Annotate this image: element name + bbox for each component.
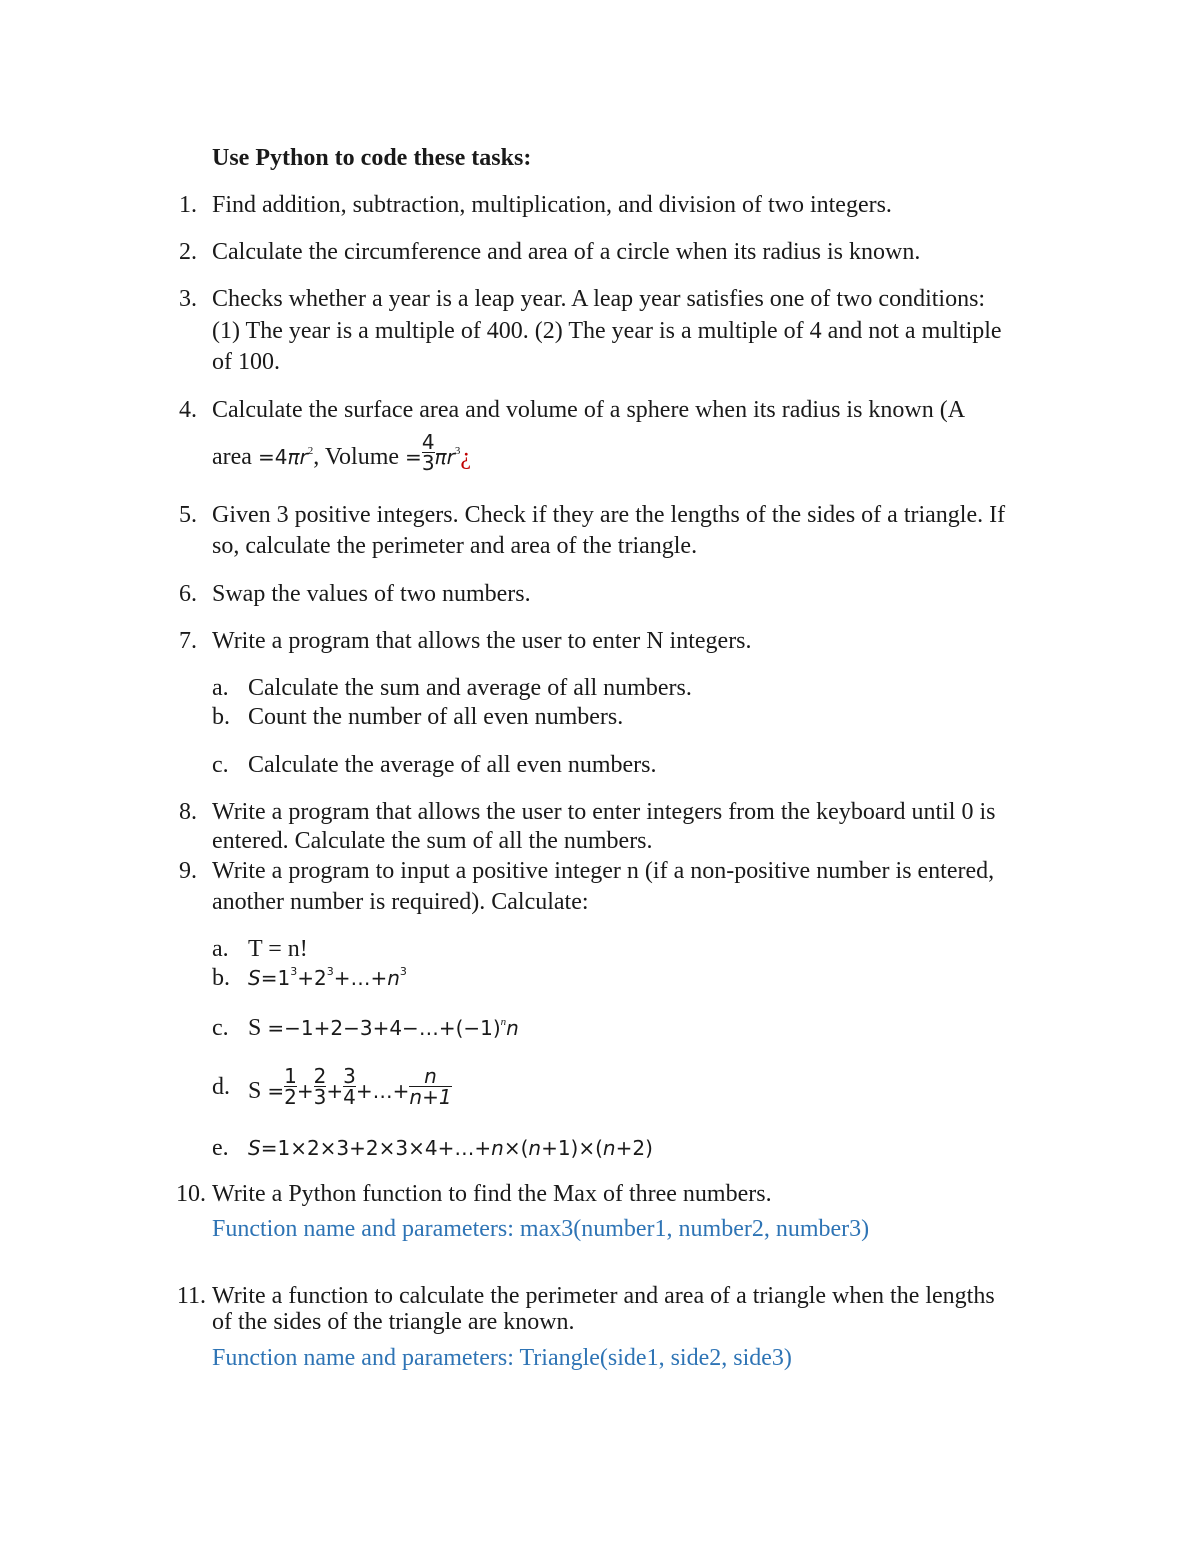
unknown-glyph: ¿ — [460, 444, 471, 471]
equals-sign: = — [405, 445, 422, 470]
term-two: 2 — [313, 966, 327, 990]
task-number: 4. — [179, 397, 197, 423]
equals-sign: = — [260, 966, 278, 990]
fraction-sum-formula — [248, 1064, 452, 1113]
task-text: (1) The year is a multiple of 400. (2) The year is a multiple of 4 and not a multiple — [212, 318, 1002, 344]
alternating-expression: −1+2−3+4−…+ — [284, 1016, 456, 1040]
s-variable: S — [248, 966, 261, 990]
task-text: so, calculate the perimeter and area of the triangle. — [212, 533, 698, 559]
product-expression: 1×2×3+2×3×4+…+ — [277, 1136, 492, 1160]
sum-of-cubes-formula — [248, 963, 407, 997]
equals-sign: = — [260, 1136, 278, 1160]
function-signature-max3: Function name and parameters: max3(number1, number2, number3) — [212, 1216, 870, 1242]
sign-term: (−1) — [455, 1016, 501, 1040]
task-text: another number is required). Calculate: — [212, 889, 589, 915]
comma: , — [313, 444, 320, 471]
fraction-numerator: 2 — [313, 1064, 327, 1088]
plus-sign: + — [296, 1079, 314, 1104]
task-text: Find addition, subtraction, multiplication, and division of two integers. — [212, 192, 892, 218]
fraction-denominator: 4 — [343, 1085, 356, 1109]
plus-sign: + — [370, 966, 388, 990]
cube-exponent: 3 — [399, 965, 407, 978]
cube-exponent: 3 — [454, 445, 461, 458]
subtask-text: Count the number of all even numbers. — [248, 704, 624, 730]
s-variable: S — [248, 1015, 262, 1041]
pi-symbol: π — [434, 445, 447, 470]
task-text: Write a program that allows the user to enter integers from the keyboard until 0 is — [212, 799, 996, 825]
task-text: Swap the values of two numbers. — [212, 581, 531, 607]
ellipsis: … — [350, 966, 371, 990]
area-constant: 4 — [274, 445, 288, 470]
volume-label: Volume — [324, 444, 400, 471]
fraction-n-over-n-plus-one — [409, 1066, 451, 1107]
fraction-two-thirds — [314, 1066, 327, 1107]
factorial-expression: n! — [287, 936, 308, 962]
plus-sign: + — [355, 1079, 373, 1104]
subtask-label: d. — [212, 1074, 230, 1100]
n-variable: n — [387, 966, 400, 990]
subtask-label: c. — [212, 752, 229, 778]
radius-variable: r — [446, 445, 455, 470]
fraction-denominator: 3 — [313, 1085, 327, 1109]
s-variable: S — [248, 1136, 261, 1160]
subtask-label: b. — [212, 965, 230, 991]
subtask-label: c. — [212, 1015, 229, 1041]
fraction-denominator: 3 — [421, 451, 435, 475]
times-paren: ×( — [503, 1136, 529, 1160]
fraction-one-half — [284, 1066, 297, 1107]
factorial-formula — [248, 934, 308, 964]
n-variable: n — [602, 1136, 616, 1160]
n-variable: n — [491, 1136, 504, 1160]
pi-symbol: π — [287, 445, 300, 470]
equals-sign: = — [268, 936, 282, 962]
equals-sign: = — [267, 1079, 285, 1104]
task-number: 2. — [179, 239, 197, 265]
plus-sign: + — [326, 1079, 344, 1104]
fraction-denominator: 2 — [284, 1085, 297, 1109]
plus-sign: + — [333, 966, 351, 990]
fraction-numerator: n — [424, 1064, 437, 1088]
task-text: Given 3 positive integers. Check if they are the lengths of the sides of a triangle. If — [212, 502, 1006, 528]
task-text: of 100. — [212, 349, 280, 375]
task-text: Checks whether a year is a leap year. A leap year satisfies one of two conditions: — [212, 286, 986, 312]
task-number: 11. — [176, 1283, 206, 1309]
task-number: 8. — [179, 799, 197, 825]
subtask-text: Calculate the sum and average of all numbers. — [248, 675, 692, 701]
task-number: 9. — [179, 858, 197, 884]
task-text: Calculate the surface area and volume of a sphere when its radius is known (A — [212, 397, 966, 423]
s-variable: S — [248, 1078, 262, 1105]
n-variable: n — [506, 1016, 519, 1040]
fraction-numerator: 4 — [421, 430, 435, 454]
ellipsis: … — [372, 1079, 393, 1104]
fraction-numerator: 1 — [284, 1064, 297, 1088]
fraction-three-quarters — [343, 1066, 356, 1107]
plus-sign: + — [297, 966, 314, 990]
square-exponent: 2 — [307, 445, 314, 458]
equals-sign: = — [257, 445, 275, 470]
plus-one-times: +1)×( — [541, 1136, 603, 1160]
product-sum-formula — [248, 1133, 653, 1163]
task-number: 5. — [179, 502, 197, 528]
radius-variable: r — [299, 445, 308, 470]
task-number: 3. — [179, 286, 197, 312]
subtask-label: a. — [212, 936, 229, 962]
task-number: 6. — [179, 581, 197, 607]
cube-exponent: 3 — [326, 965, 334, 978]
fraction-four-thirds — [422, 432, 435, 473]
n-variable: n — [528, 1136, 542, 1160]
subtask-text: Calculate the average of all even numbers. — [248, 752, 657, 778]
task-text: Write a Python function to find the Max of three numbers. — [212, 1181, 772, 1207]
plus-sign: + — [392, 1079, 410, 1104]
task-text: Write a function to calculate the perimeter and area of a triangle when the lengths — [212, 1283, 995, 1309]
subtask-label: b. — [212, 704, 230, 730]
cube-exponent: 3 — [290, 965, 298, 978]
plus-two: +2) — [615, 1136, 653, 1160]
task-text: Write a program to input a positive integer n (if a non-positive number is entered, — [212, 858, 995, 884]
alternating-sum-formula — [248, 1013, 519, 1047]
equals-sign: = — [267, 1016, 285, 1040]
area-label: area — [212, 444, 252, 471]
page-heading: Use Python to code these tasks: — [212, 145, 532, 171]
task-number: 1. — [179, 192, 197, 218]
task-text: Write a program that allows the user to enter N integers. — [212, 628, 752, 654]
n-exponent: n — [500, 1016, 507, 1028]
subtask-label: e. — [212, 1135, 229, 1161]
task-text: entered. Calculate the sum of all the numbers. — [212, 828, 653, 854]
task-number: 7. — [179, 628, 197, 654]
term-one: 1 — [277, 966, 291, 990]
fraction-denominator: n+1 — [409, 1085, 452, 1109]
task-number: 10. — [176, 1181, 206, 1207]
fraction-numerator: 3 — [343, 1064, 356, 1088]
task-text: Calculate the circumference and area of a circle when its radius is known. — [212, 239, 921, 265]
function-signature-triangle: Function name and parameters: Triangle(side1, side2, side3) — [212, 1345, 792, 1371]
task-text: of the sides of the triangle are known. — [212, 1309, 575, 1335]
sphere-formula — [212, 430, 471, 479]
subtask-label: a. — [212, 675, 229, 701]
t-variable: T — [248, 936, 263, 962]
